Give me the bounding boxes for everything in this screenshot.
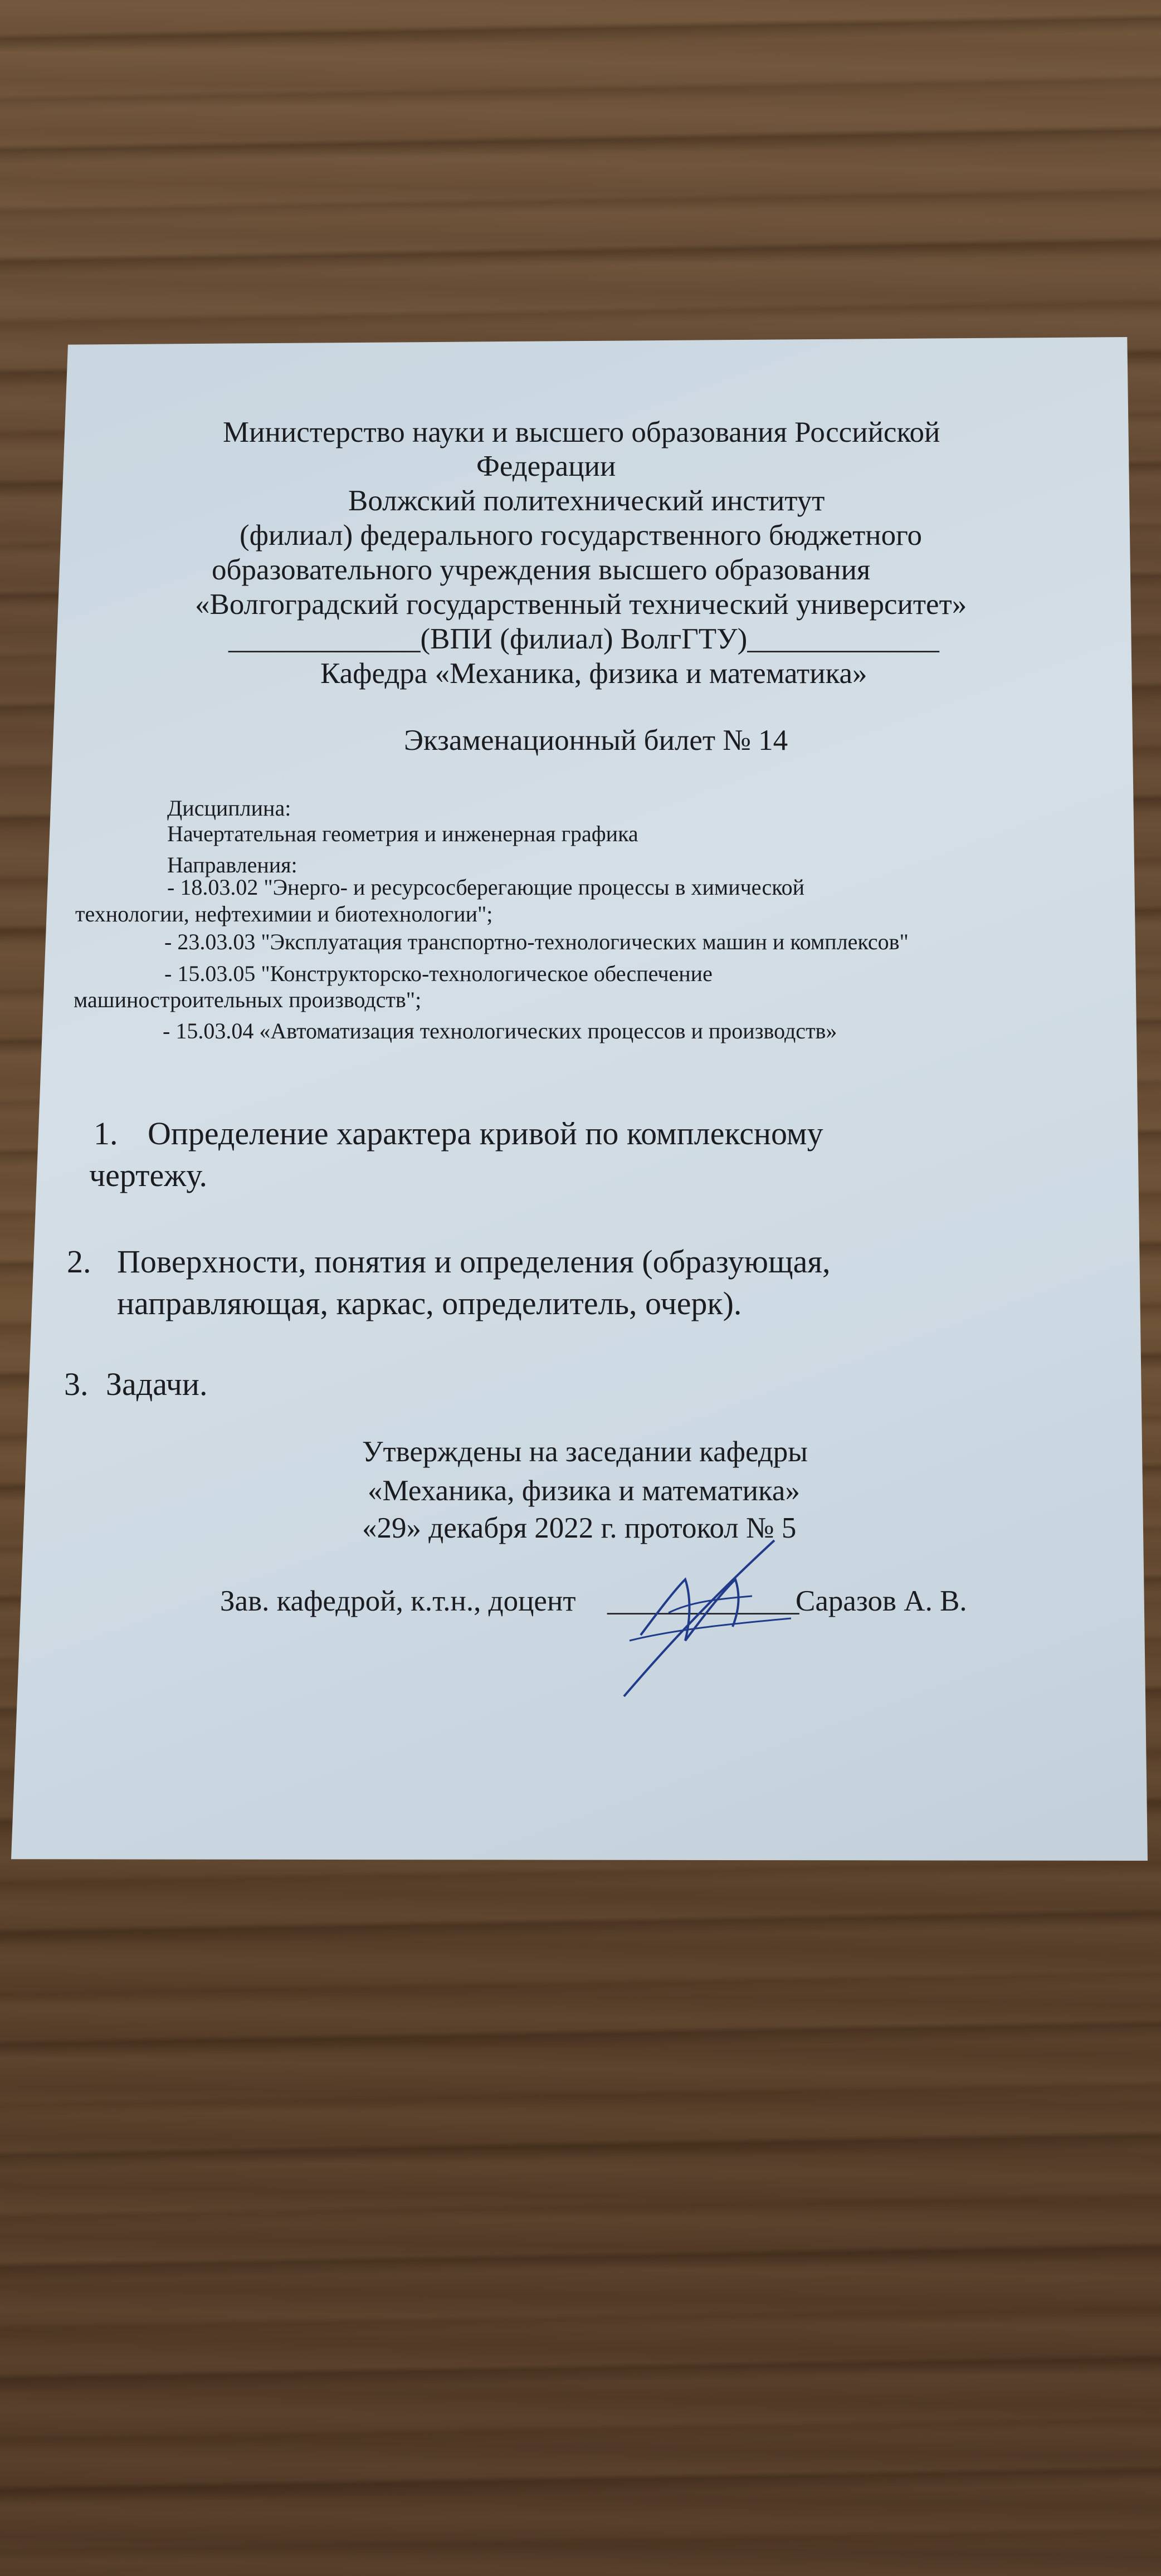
directions-label: Направления: <box>167 852 297 877</box>
question-2-line-1: Поверхности, понятия и определения (образующая, <box>117 1243 831 1280</box>
question-2-line-2: направляющая, каркас, определитель, очерк). <box>117 1285 742 1321</box>
ministry-line-1: Министерство науки и высшего образования Российской <box>223 416 940 448</box>
direction-line-3: - 23.03.03 "Эксплуатация транспортно-технологических машин и комплексов" <box>164 929 909 954</box>
head-of-department-title: Зав. кафедрой, к.т.н., доцент <box>220 1585 576 1617</box>
question-3-line-1: Задачи. <box>106 1366 208 1402</box>
signature-blank: _____________ <box>607 1585 799 1617</box>
approval-line-3: «29» декабря 2022 г. протокол № 5 <box>362 1512 797 1544</box>
discipline-label: Дисциплина: <box>167 796 291 821</box>
direction-line-4: - 15.03.05 "Конструкторско-технологическое обеспечение <box>164 961 713 986</box>
institute-line-2: (филиал) федерального государственного бюджетного <box>240 519 923 552</box>
direction-line-6: - 15.03.04 «Автоматизация технологических процессов и производств» <box>163 1018 837 1043</box>
direction-line-2: технологии, нефтехимии и биотехнологии"; <box>75 901 493 926</box>
head-of-department-name: Саразов А. В. <box>796 1585 967 1617</box>
discipline-name: Начертательная геометрия и инженерная графика <box>167 821 638 846</box>
direction-line-1: - 18.03.02 "Энерго- и ресурсосберегающие процессы в химической <box>167 875 805 900</box>
question-2-number: 2. <box>67 1243 91 1280</box>
question-1-line-2: чертежу. <box>89 1157 208 1193</box>
institute-line-4: «Волгоградский государственный технический университет» <box>195 588 967 621</box>
direction-line-5: машиностроительных производств"; <box>74 987 422 1012</box>
question-3-number: 3. <box>64 1366 89 1402</box>
approval-line-2: «Механика, физика и математика» <box>368 1475 800 1507</box>
institute-line-1: Волжский политехнический институт <box>348 485 825 517</box>
ticket-title: Экзаменационный билет № 14 <box>404 724 788 757</box>
ministry-line-2: Федерации <box>476 450 616 482</box>
department-name: Кафедра «Механика, физика и математика» <box>320 657 867 690</box>
approval-line-1: Утверждены на заседании кафедры <box>362 1436 808 1468</box>
question-1-number: 1. <box>94 1115 118 1152</box>
handwritten-signature <box>607 1529 797 1707</box>
institute-short-name: _____________(ВПИ (филиал) ВолгГТУ)_____________ <box>228 623 939 655</box>
question-1-line-1: Определение характера кривой по комплексному <box>148 1115 823 1152</box>
institute-line-3: образовательного учреждения высшего образования <box>212 554 871 586</box>
